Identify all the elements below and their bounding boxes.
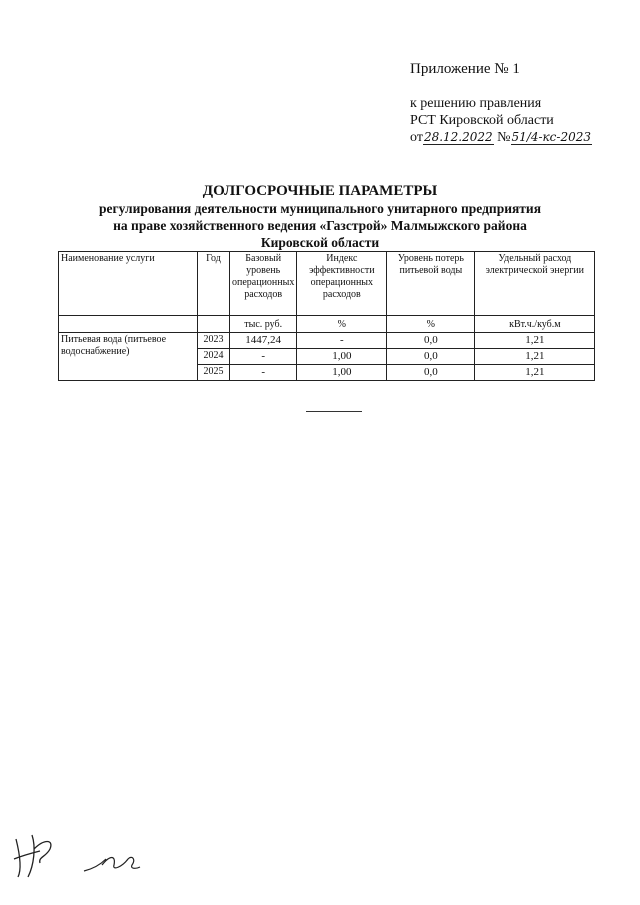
document-title [0,182,640,251]
table-row [59,333,595,349]
row-base: - [230,349,297,365]
unit-year-empty [198,316,230,333]
decision-number: 51/4-кс-2023 [511,130,591,144]
unit-base: тыс. руб. [230,316,297,333]
row-loss: 0,0 [387,333,475,349]
title-line-4: Кировской области [260,235,380,250]
decision-date-line [410,129,592,146]
row-energy: 1,21 [475,365,595,381]
number-prefix: № [497,130,511,145]
decision-line-1: к решению правления [410,96,542,111]
from-prefix: от [410,130,423,145]
decision-block [410,95,592,146]
header-loss: Уровень потерь питьевой воды [387,252,475,316]
appendix-label: Приложение № 1 [410,61,520,77]
header-index: Индекс эффективности операционных расходов [297,252,387,316]
row-index: 1,00 [297,365,387,381]
row-loss: 0,0 [387,365,475,381]
row-year: 2024 [198,349,230,365]
row-loss: 0,0 [387,349,475,365]
row-index: - [297,333,387,349]
unit-loss: % [387,316,475,333]
parameters-table [58,251,595,381]
row-base: 1447,24 [230,333,297,349]
closing-divider [306,411,362,412]
header-base: Базовый уровень операционных расходов [230,252,297,316]
decision-date: 28.12.2022 [423,130,493,144]
header-service: Наименование услуги [59,252,198,316]
unit-energy: кВт.ч./куб.м [475,316,595,333]
decision-line-2: РСТ Кировской области [410,113,554,128]
title-line-1: ДОЛГОСРОЧНЫЕ ПАРАМЕТРЫ [202,183,438,199]
title-line-3: на праве хозяйственного ведения «Газстрой» Малмыжского района [113,218,527,233]
row-base: - [230,365,297,381]
header-energy: Удельный расход электрической энергии [475,252,595,316]
row-year: 2023 [198,333,230,349]
unit-index: % [297,316,387,333]
row-energy: 1,21 [475,349,595,365]
row-year: 2025 [198,365,230,381]
title-line-2: регулирования деятельности муниципального унитарного предприятия [98,201,542,216]
row-energy: 1,21 [475,333,595,349]
header-year: Год [198,252,230,316]
unit-service-empty [59,316,198,333]
signature-mark [10,825,150,885]
row-index: 1,00 [297,349,387,365]
service-name-cell: Питьевая вода (питьевое водоснабжение) [59,333,198,381]
